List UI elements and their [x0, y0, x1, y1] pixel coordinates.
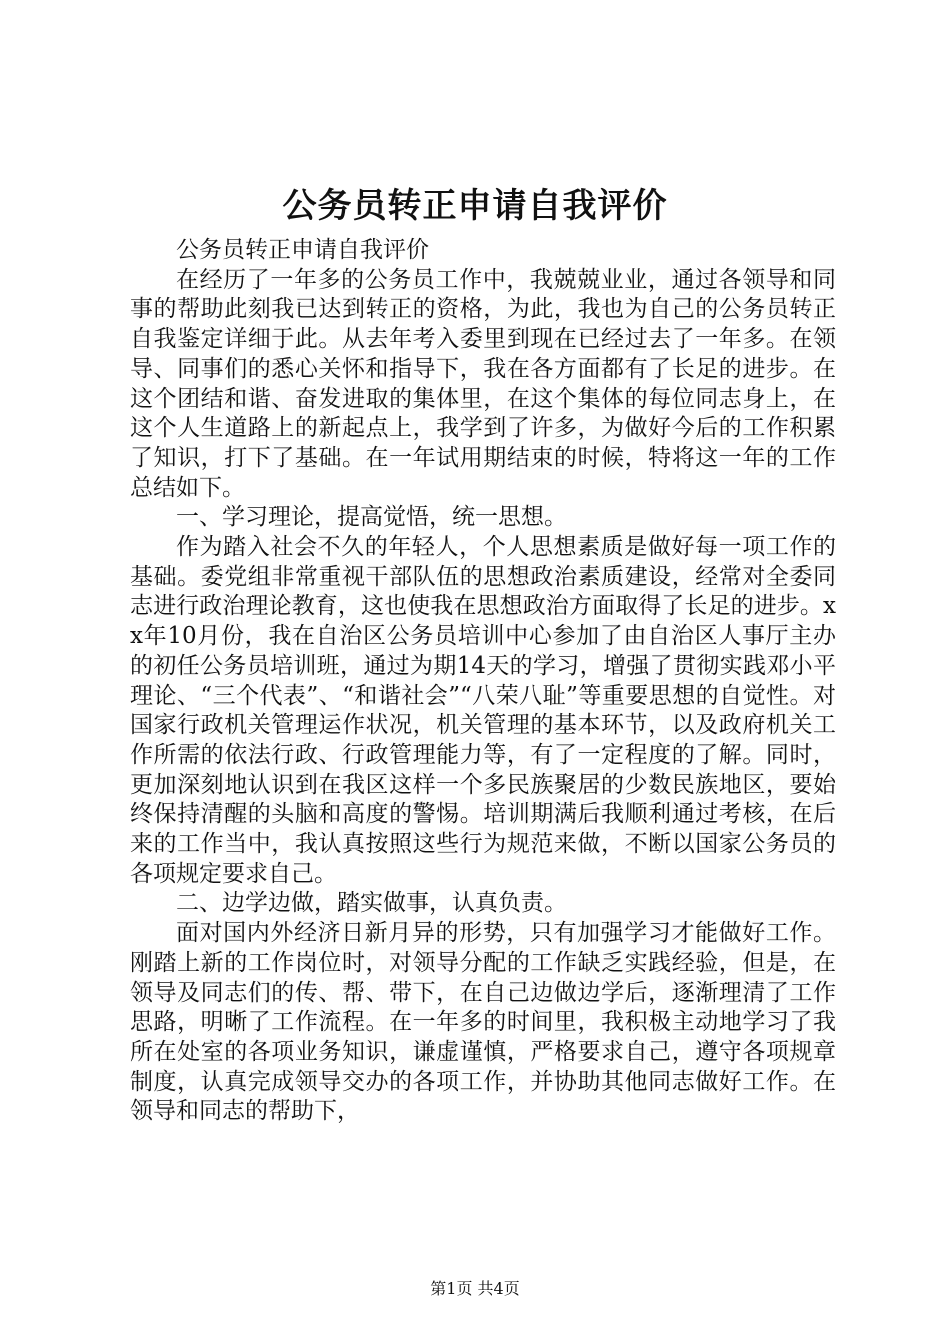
page-number: 第1页 共4页 [430, 1279, 520, 1298]
paragraph-intro: 在经历了一年多的公务员工作中，我兢兢业业，通过各领导和同事的帮助此刻我已达到转正的资格，为此，我也为自己的公务员转正自我鉴定详细于此。从去年考入委里到现在已经过去了一年多。在领导、同事们的悉心关怀和指导下，我在各方面都有了长足的进步。在这个团结和谐、奋发进取的集体里，在这个集体的每位同志身上，在这个人生道路上的新起点上，我学到了许多，为做好今后的工作积累了知识，打下了基础。在一年试用期结束的时候，特将这一年的工作总结如下。 [130, 266, 836, 501]
document-title: 公务员转正申请自我评价 [282, 186, 668, 226]
paragraph-subtitle: 公务员转正申请自我评价 [176, 237, 429, 263]
section-heading-1: 一、学习理论，提高觉悟，统一思想。 [176, 504, 567, 531]
document-body [130, 236, 836, 1127]
section-heading-2: 二、边学边做，踏实做事，认真负责。 [176, 890, 567, 917]
paragraph-section-1: 作为踏入社会不久的年轻人，个人思想素质是做好每一项工作的基础。委党组非常重视干部队伍的思想政治素质建设，经常对全委同志进行政治理论教育，这也使我在思想政治方面取得了长足的进步。xx年10月份，我在自治区公务员培训中心参加了由自治区人事厅主办的初任公务员培训班，通过为期14天的学习，增强了贯彻实践邓小平理论、“三个代表”、“和谐社会”“八荣八耻”等重要思想的自觉性。对国家行政机关管理运作状况，机关管理的基本环节，以及政府机关工作所需的依法行政、行政管理能力等，有了一定程度的了解。同时，更加深刻地认识到在我区这样一个多民族聚居的少数民族地区，要始终保持清醒的头脑和高度的警惕。培训期满后我顺利通过考核，在后来的工作当中，我认真按照这些行为规范来做，不断以国家公务员的各项规定要求自己。 [130, 534, 836, 887]
page-footer [0, 1278, 950, 1300]
paragraph-section-2: 面对国内外经济日新月异的形势，只有加强学习才能做好工作。刚踏上新的工作岗位时，对领导分配的工作缺乏实践经验，但是，在领导及同志们的传、帮、带下，在自己边做边学后，逐渐理清了工作思路，明晰了工作流程。在一年多的时间里，我积极主动地学习了我所在处室的各项业务知识，谦虚谨慎，严格要求自己，遵守各项规章制度，认真完成领导交办的各项工作，并协助其他同志做好工作。在领导和同志的帮助下， [130, 920, 836, 1125]
